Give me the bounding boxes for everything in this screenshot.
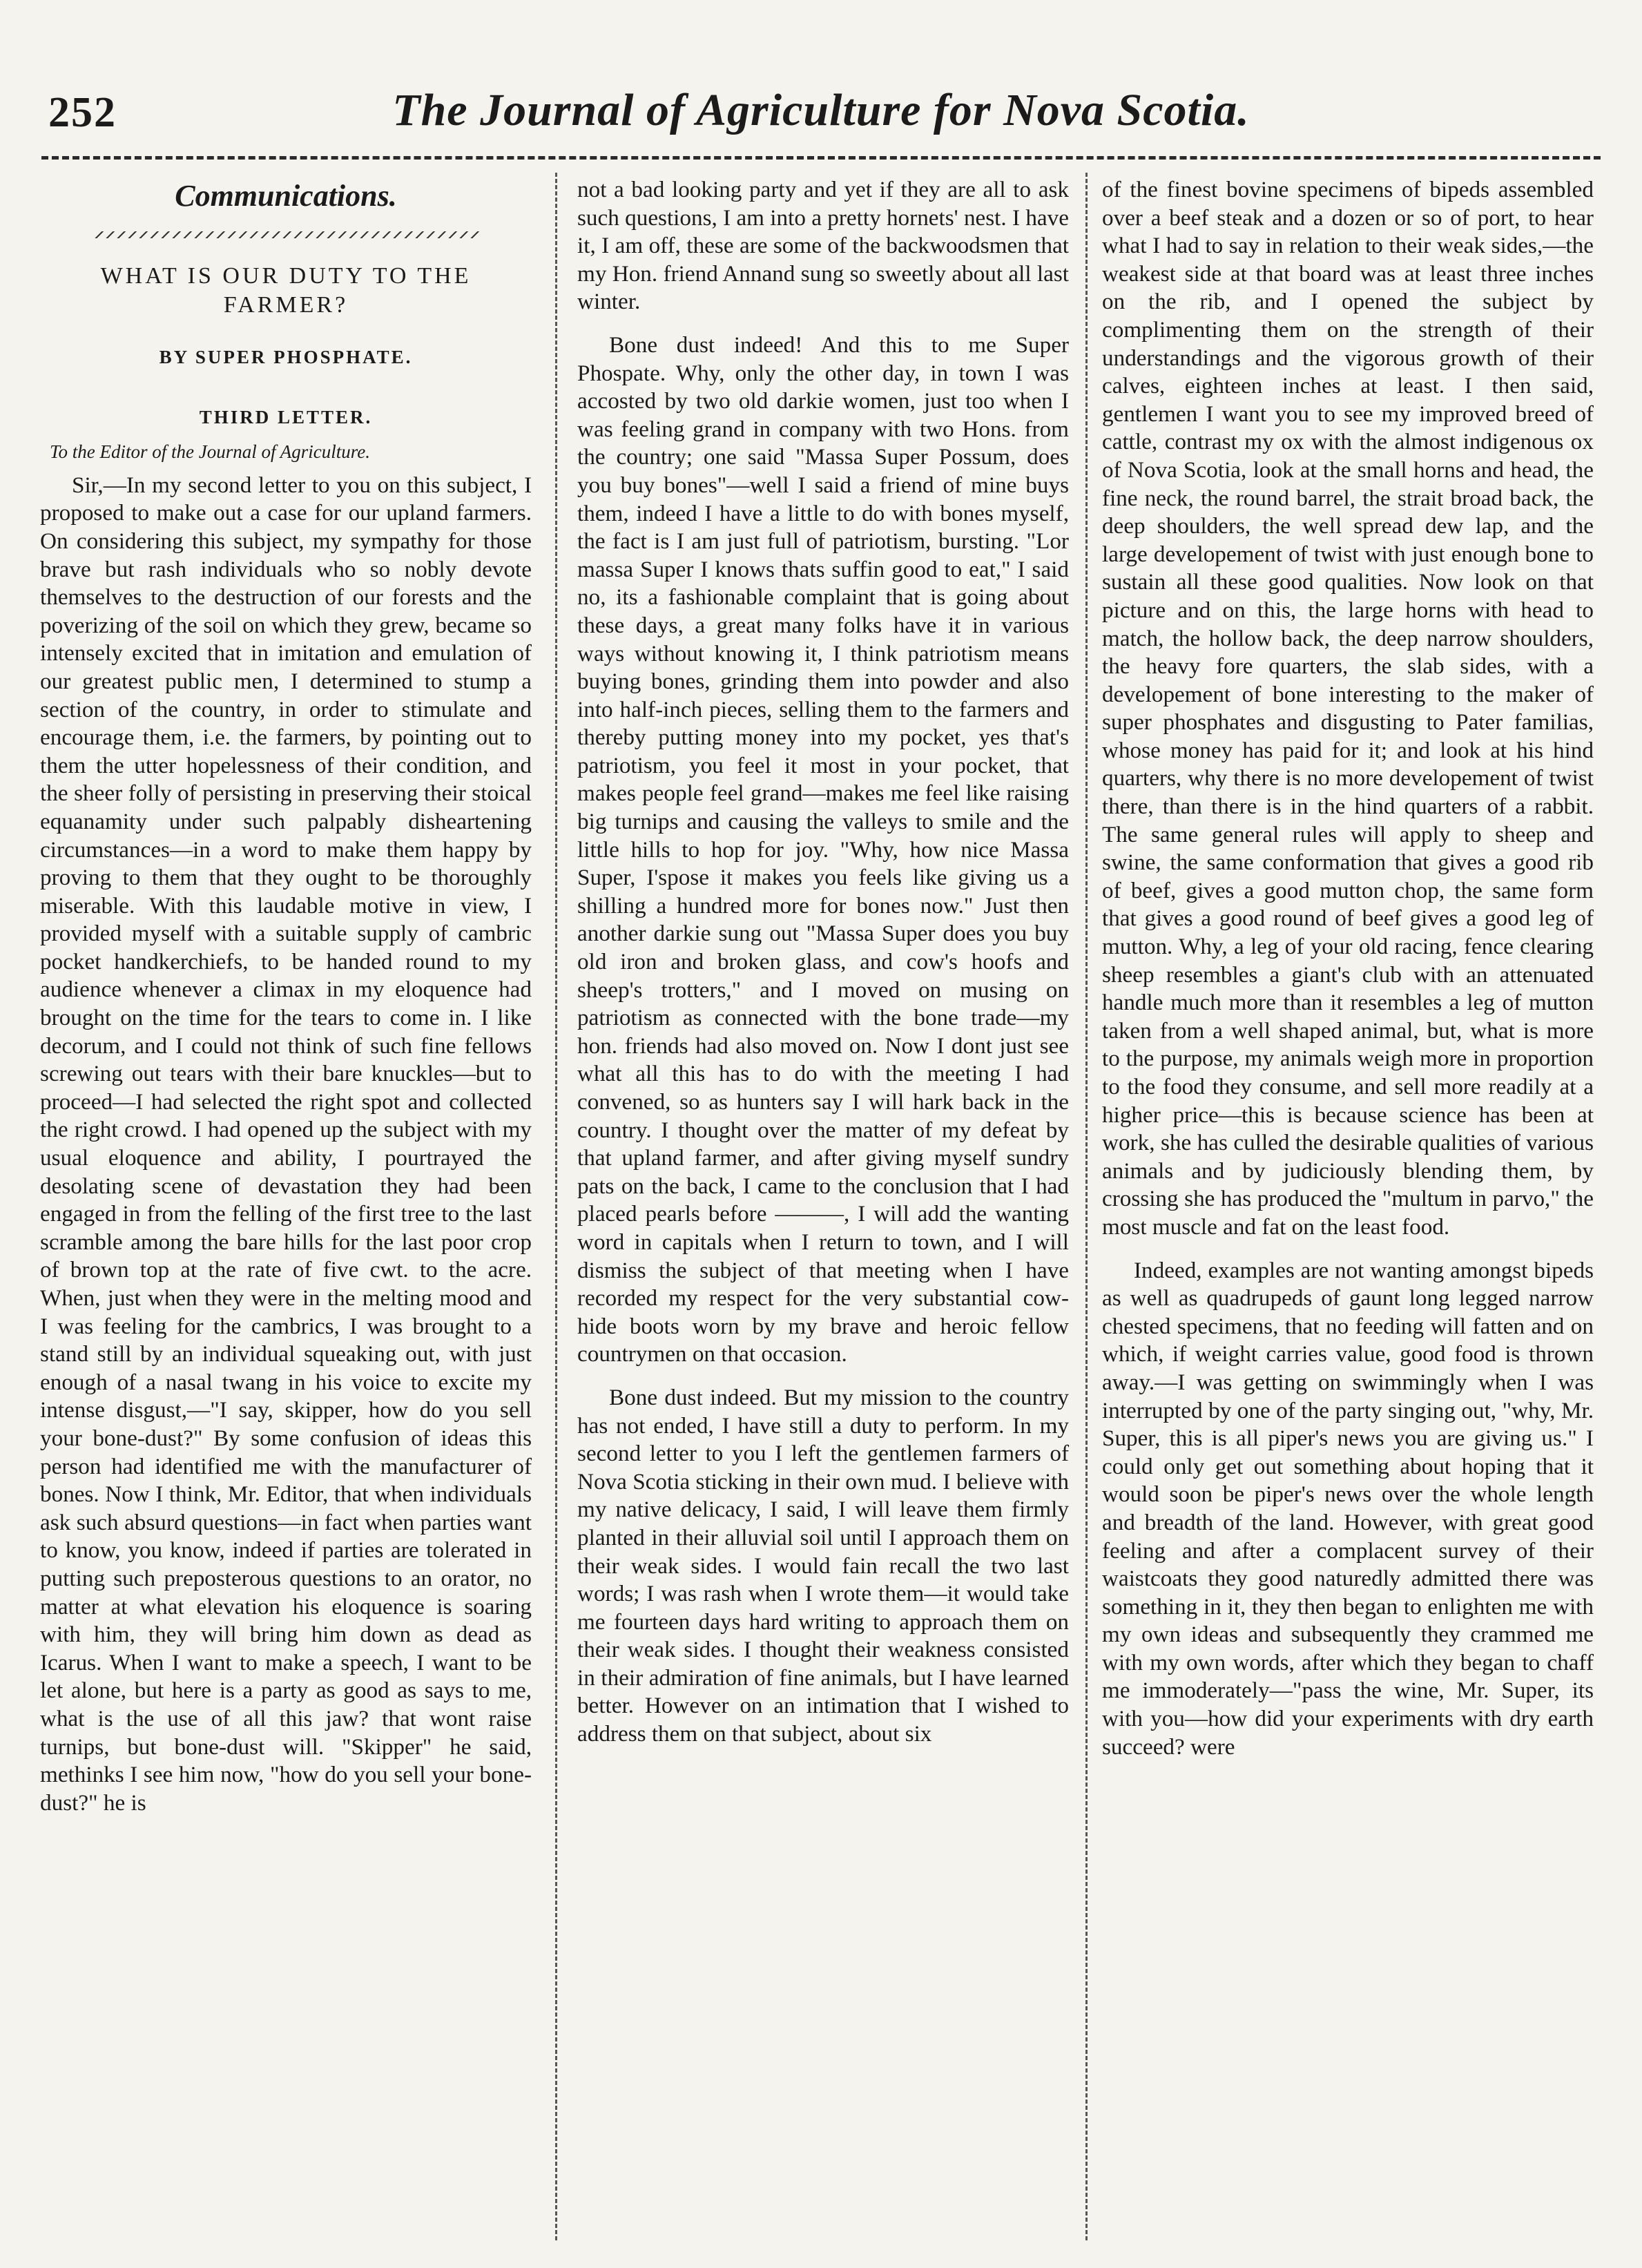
header-rule	[41, 156, 1601, 160]
column-2	[577, 176, 1069, 1749]
paragraph: not a bad looking party and yet if they are all to ask such questions, I am into a pretty hornets' nest. I have it, I am off, these are some of the backwoodsmen that my Hon. friend Annand sung so sweetly about all last winter.	[577, 177, 1069, 315]
column-1	[40, 176, 532, 1817]
paragraph: Indeed, examples are not wanting amongst bipeds as well as quadrupeds of gaunt long legged narrow chested specimens, that no feeding will fatten and on which, if weight carries value, good food is thrown away.—I was getting on swimmingly when I was interrupted by one of the party singing out, "why, Mr. Super, this is all piper's news you are giving us." I could only get out something about hoping that it would soon be piper's news over the whole length and breadth of the land. However, with great good feeling and after a complacent survey of their waistcoats they good naturedly admitted there was something in it, they then began to enlighten me with my own ideas and subsequently they crammed me with my own words, after which they began to chaff me immoderately—"pass the wine, Mr. Super, its with you—how did your experiments with dry earth succeed? were	[1102, 1257, 1594, 1760]
letter-number: THIRD LETTER.	[199, 406, 373, 427]
column-divider	[1085, 173, 1088, 2240]
ornamental-rule	[93, 231, 479, 238]
article-byline: BY SUPER PHOSPHATE.	[159, 347, 413, 367]
article-title: WHAT IS OUR DUTY TO THE FARMER?	[100, 263, 472, 318]
journal-title: The Journal of Agriculture for Nova Scotia.	[392, 85, 1250, 135]
addressee-line: To the Editor of the Journal of Agriculture.	[50, 441, 370, 463]
column-divider	[555, 173, 557, 2240]
page-number: 252	[48, 89, 117, 136]
paragraph: Bone dust indeed. But my mission to the country has not ended, I have still a duty to perform. In my second letter to you I left the gentlemen farmers of Nova Scotia sticking in their own mud. I believe with my native delicacy, I said, I will leave them firmly planted in their alluvial soil until I approach them on their weak sides. I would fain recall the two last words; I was rash when I wrote them—it would take me fourteen days hard writing to approach them on their weak sides. I thought their weakness consisted in their admiration of fine animals, but I have learned better. However on an intimation that I wished to address them on that subject, about six	[577, 1384, 1069, 1747]
column-3	[1102, 176, 1594, 1761]
paragraph: Sir,—In my second letter to you on this subject, I proposed to make out a case for our upland farmers. On considering this subject, my sympathy for those brave but rash individuals who so nobly devote themselves to the destruction of our forests and the poverizing of the soil on which they grew, became so intensely excited that in imitation and emulation of our greatest public men, I determined to stump a section of the country, in order to stimulate and encourage them, i.e. the farmers, by pointing out to them the utter hopelessness of their condition, and the sheer folly of persisting in preserving their stoical equanamity under such palpably disheartening circumstances—in a word to make them happy by proving to them that they ought to be thoroughly miserable. With this laudable motive in view, I provided myself with a suitable supply of cambric pocket handkerchiefs, to be handed round to my audience whenever a climax in my eloquence had brought on the time for the tears to come in. I like decorum, and I could not think of such fine fellows screwing out tears with their bare knuckles—but to proceed—I had selected the right spot and collected the right crowd. I had opened up the subject with my usual eloquence and ability, I pourtrayed the desolating scene of devastation they had been engaged in from the felling of the first tree to the last scramble among the bare hills for the last poor crop of brown top at the rate of five cwt. to the acre. When, just when they were in the melting mood and I was feeling for the cambrics, I was brought to a stand still by an individual squeaking out, with just enough of a nasal twang in his voice to excite my intense disgust,—"I say, skipper, how do you sell your bone-dust?" By some confusion of ideas this person had identified me with the manufacturer of bones. Now I think, Mr. Editor, that when individuals ask such absurd questions—in fact when parties want to know, you know, indeed if parties are tolerated in putting such preposterous questions to an orator, no matter at what elevation his eloquence is soaring with him, they will bring him down as dead as Icarus. When I want to make a speech, I want to be let alone, but here is a party as good as says to me, what is the use of all this jaw? that wont raise turnips, but bone-dust will. "Skipper" he said, methinks I see him now, "how do you sell your bone-dust?" he is	[40, 472, 532, 1816]
section-heading: Communications.	[175, 179, 397, 213]
paragraph: of the finest bovine specimens of bipeds assembled over a beef steak and a dozen or so of port, to hear what I had to say in relation to their weak sides,—the weakest side at that board was at least three inches on the rib, and I opened the subject by complimenting them on the strength of their understandings and the vigorous growth of their calves, eighteen inches at least. I then said, gentlemen I want you to see my improved breed of cattle, contrast my ox with the almost indigenous ox of Nova Scotia, look at the small horns and head, the fine neck, the round barrel, the strait broad back, the deep shoulders, the well spread dew lap, and the large developement of twist with just enough bone to sustain all these good qualities. Now look on that picture and on this, the large horns with head to match, the hollow back, the deep narrow shoulders, the heavy fore quarters, the slab sides, with a developement of bone interesting to the maker of super phosphates and disgusting to Pater familias, whose money has paid for it; and look at his hind quarters, why there is no more developement of twist there, than there is in the hind quarters of a rabbit. The same general rules will apply to sheep and swine, the same conformation that gives a good rib of beef, gives a good mutton chop, the same form that gives a good round of beef gives a good leg of mutton. Why, a leg of your old racing, fence clearing sheep resembles a giant's club with an attenuated handle much more than it resembles a leg of mutton taken from a well shaped animal, but, what is more to the purpose, my animals weigh more in proportion to the food they consume, and sell more readily at a higher price—this is because science has been at work, she has culled the desirable qualities of various animals and by judiciously blending them, by crossing she has produced the "multum in parvo," the most muscle and fat on the least food.	[1102, 177, 1594, 1240]
page-header	[0, 0, 1642, 173]
paragraph: Bone dust indeed! And this to me Super Phospate. Why, only the other day, in town I was accosted by two old darkie women, just too when I was feeling grand in company with two Hons. from the country; one said "Massa Super Possum, does you buy bones"—well I said a friend of mine buys them, indeed I have a little to do with bones myself, the fact is I am just full of patriotism, bursting. "Lor massa Super I knows thats suffin good to eat," I said no, its a fashionable complaint that is going about these days, a great many folks have it in various ways without knowing it, I think patriotism means buying bones, grinding them into powder and also into half-inch pieces, selling them to the farmers and thereby putting money into my pocket, yes that's patriotism, you feel it most in your pocket, that makes people feel grand—makes me feel like raising big turnips and causing the valleys to smile and the little hills to hop for joy. "Why, how nice Massa Super, I'spose it makes you feels like giving us a shilling a hundred more for bones now." Just then another darkie sung out "Massa Super does you buy old iron and broken glass, and cow's hoofs and sheep's trotters," and I moved on musing on patriotism as connected with the bone trade—my hon. friends had also moved on. Now I dont just see what all this has to do with the meeting I had convened, so as hunters say I will hark back in the country. I thought over the matter of my defeat by that upland farmer, and after giving myself sundry pats on the back, I came to the conclusion that I had placed pearls before ———, I will add the wanting word in capitals when I return to town, and I will dismiss the subject of that meeting when I have recorded my respect for the very substantial cow-hide boots worn by my brave and heroic fellow countrymen on that occasion.	[577, 331, 1069, 1367]
